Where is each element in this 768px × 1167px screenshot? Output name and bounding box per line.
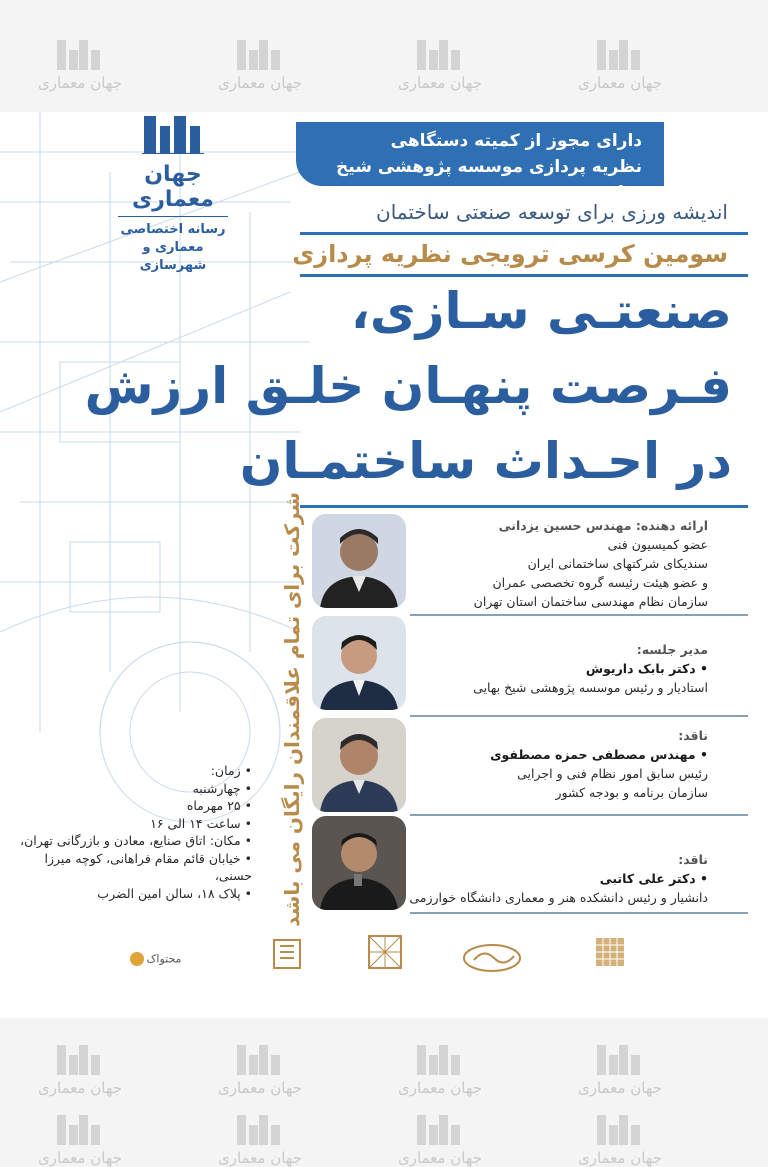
- divider: [300, 232, 748, 235]
- event-line: • زمان:: [210, 763, 252, 778]
- watermark-text: جهان معماری: [37, 74, 123, 92]
- speaker-role: ناقد:: [678, 728, 708, 743]
- license-line-1: دارای مجوز از کمیته دستگاهی: [390, 131, 642, 151]
- speaker-line: سازمان برنامه و بودجه کشور: [555, 785, 708, 800]
- divider: [300, 505, 748, 508]
- speaker-photo: [312, 514, 406, 608]
- speaker-photo: [312, 816, 406, 910]
- speaker-line: دانشیار و رئیس دانشکده هنر و معماری دانشگاه خوارزمی: [409, 890, 708, 905]
- watermark-tile: [380, 1115, 500, 1167]
- heading-subtitle: اندیشه ورزی برای توسعه صنعتی ساختمان: [376, 200, 728, 224]
- speaker-line: سازمان نظام مهندسی ساختمان استان تهران: [473, 594, 708, 609]
- sponsor-pattern-icon: [365, 934, 405, 980]
- divider: [410, 715, 748, 717]
- speaker-name: • دکتر بابک داریوش: [585, 661, 708, 676]
- watermark-tile: [20, 1115, 140, 1167]
- building-logo-icon: [138, 112, 208, 154]
- speaker-line: عضو کمیسیون فنی: [607, 537, 708, 552]
- watermark-tile: [560, 1115, 680, 1167]
- speaker-name: • مهندس مصطفی حمزه مصطفوی: [490, 747, 708, 762]
- free-entry-note: شرکت برای تمام علاقمندان رایگان می باشد: [280, 492, 304, 927]
- watermark-building-icon: [597, 40, 643, 70]
- event-line: • مکان: اتاق صنایع، معادن و بازرگانی تهران،: [20, 833, 252, 848]
- watermark-text: جهان معماری: [37, 1149, 123, 1167]
- sponsor-calligraphy-icon: [460, 942, 524, 978]
- divider: [410, 814, 748, 816]
- event-line: • ساعت ۱۴ الی ۱۶: [150, 815, 252, 831]
- speaker-name: • دکتر علی کاتبی: [599, 871, 708, 886]
- watermark-text: جهان معماری: [217, 1079, 303, 1097]
- watermark-building-icon: [417, 1115, 463, 1145]
- watermark-tile: [200, 1115, 320, 1167]
- watermark-tile: [20, 1045, 140, 1097]
- divider: [410, 912, 748, 914]
- watermark-text: جهان معماری: [397, 74, 483, 92]
- divider: [300, 274, 748, 277]
- watermark-building-icon: [597, 1045, 643, 1075]
- title-line-2: فـرصت پنهـان خلـق ارزش: [84, 357, 732, 415]
- speaker-1-info: [474, 516, 708, 611]
- license-line-2: نظریه پردازی موسسه پژوهشی شیخ بهایی: [336, 157, 642, 203]
- title-line-1: صنعتـی سـازی،: [350, 282, 732, 340]
- speaker-role: ناقد:: [678, 852, 708, 867]
- person-icon: [312, 718, 406, 812]
- event-line: • چهارشنبه: [192, 780, 252, 796]
- watermark-text: جهان معماری: [577, 1079, 663, 1097]
- brand-logo: [108, 112, 238, 275]
- speaker-role: مدیر جلسه:: [636, 642, 708, 657]
- watermark-text: جهان معماری: [397, 1079, 483, 1097]
- watermark-building-icon: [57, 40, 103, 70]
- watermark-text: جهان معماری: [217, 1149, 303, 1167]
- watermark-building-icon: [417, 1045, 463, 1075]
- watermark-tile: [380, 40, 500, 92]
- speaker-4-info: [409, 850, 708, 907]
- watermark-tile: [380, 1045, 500, 1097]
- person-icon: [312, 616, 406, 710]
- person-icon: [312, 514, 406, 608]
- logo-title: جهان معماری: [132, 162, 214, 212]
- event-poster: [0, 112, 768, 1018]
- watermark-text: جهان معماری: [577, 74, 663, 92]
- speaker-photo: [312, 616, 406, 710]
- speaker-3-info: [490, 726, 708, 802]
- watermark-tile: [200, 40, 320, 92]
- speaker-line: و عضو هیئت رئیسه گروه تخصصی عمران: [492, 575, 708, 590]
- watermark-building-icon: [597, 1115, 643, 1145]
- watermark-text: جهان معماری: [217, 74, 303, 92]
- logo-tagline-1: رسانه اختصاصی: [120, 222, 226, 237]
- sponsor-emblem-icon: [270, 934, 304, 976]
- watermark-text: جهان معماری: [37, 1079, 123, 1097]
- watermark-tile: [560, 1045, 680, 1097]
- watermark-building-icon: [237, 1115, 283, 1145]
- event-details: [12, 762, 252, 902]
- speaker-role: ارائه دهنده: مهندس حسین یزدانی: [498, 518, 708, 533]
- watermark-text: جهان معماری: [397, 1149, 483, 1167]
- event-line: • ۲۵ مهرماه: [186, 798, 252, 813]
- watermark-tile: [20, 40, 140, 92]
- logo-tagline-2: معماری و شهرسازی: [139, 240, 207, 273]
- speaker-line: سندیکای شرکتهای ساختمانی ایران: [527, 556, 708, 571]
- sponsor-logos: [120, 934, 680, 994]
- sponsor-mohtavak-logo: محتواک: [130, 952, 181, 966]
- watermark-tile: [560, 40, 680, 92]
- event-line: • پلاک ۱۸، سالن امین الضرب: [97, 885, 252, 901]
- event-line: • خیابان قائم مقام فراهانی، کوچه میرزا حسنی،: [44, 850, 252, 883]
- sponsor-grid-icon: [590, 934, 630, 980]
- person-icon: [312, 816, 406, 910]
- watermark-text: جهان معماری: [577, 1149, 663, 1167]
- speaker-photo: [312, 718, 406, 812]
- watermark-building-icon: [237, 1045, 283, 1075]
- title-line-3: در احـداث ساختمـان: [239, 432, 732, 490]
- watermark-tile: [200, 1045, 320, 1097]
- watermark-building-icon: [417, 40, 463, 70]
- license-banner: [296, 122, 664, 203]
- heading-series: سومین کرسی ترویجی نظریه پردازی: [292, 240, 728, 268]
- divider: [410, 614, 748, 616]
- speaker-2-info: [473, 640, 708, 697]
- watermark-building-icon: [57, 1115, 103, 1145]
- watermark-building-icon: [57, 1045, 103, 1075]
- watermark-building-icon: [237, 40, 283, 70]
- speaker-line: استادیار و رئیس موسسه پژوهشی شیخ بهایی: [473, 680, 708, 695]
- speaker-line: رئیس سابق امور نظام فنی و اجرایی: [517, 766, 708, 781]
